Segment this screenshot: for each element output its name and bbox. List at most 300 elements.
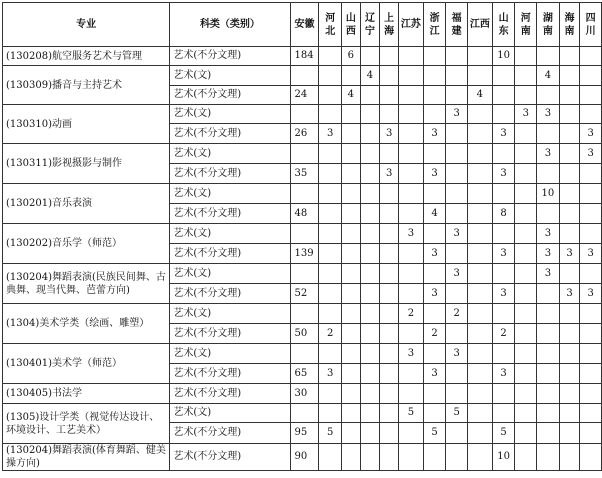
header-anhui: 安徽 xyxy=(290,3,319,47)
major-cell: (130401)美术学（师范） xyxy=(3,344,170,384)
province-count-cell xyxy=(341,364,360,384)
anhui-count-cell xyxy=(290,66,319,86)
province-count-cell xyxy=(380,264,399,284)
province-count-cell: 3 xyxy=(492,244,515,264)
province-count-cell: 3 xyxy=(580,244,602,264)
province-count-cell: 4 xyxy=(341,86,360,105)
province-count-cell: 2 xyxy=(398,304,423,324)
category-cell: 艺术(文) xyxy=(170,404,290,423)
category-cell: 艺术(不分文理) xyxy=(170,86,290,105)
province-count-cell xyxy=(319,144,342,164)
province-count-cell xyxy=(467,423,492,444)
province-count-cell xyxy=(380,324,399,344)
province-count-cell xyxy=(492,184,515,204)
province-count-cell xyxy=(492,86,515,105)
category-cell: 艺术(文) xyxy=(170,105,290,124)
province-count-cell xyxy=(360,164,380,184)
province-count-cell xyxy=(467,66,492,86)
province-count-cell xyxy=(580,47,602,66)
province-count-cell: 3 xyxy=(398,224,423,244)
province-count-cell xyxy=(398,144,423,164)
province-count-cell xyxy=(341,384,360,404)
province-count-cell xyxy=(492,66,515,86)
province-count-cell: 5 xyxy=(319,423,342,444)
province-count-cell xyxy=(398,423,423,444)
province-count-cell xyxy=(537,304,560,324)
province-count-cell: 3 xyxy=(446,344,468,364)
province-count-cell xyxy=(319,404,342,423)
province-count-cell: 8 xyxy=(492,204,515,224)
province-count-cell xyxy=(559,224,580,244)
province-count-cell xyxy=(398,204,423,224)
province-count-cell xyxy=(515,66,537,86)
anhui-count-cell: 35 xyxy=(290,164,319,184)
province-count-cell: 4 xyxy=(423,204,446,224)
province-count-cell xyxy=(398,384,423,404)
province-count-cell xyxy=(537,404,560,423)
province-count-cell xyxy=(446,164,468,184)
province-count-cell xyxy=(580,105,602,124)
province-count-cell xyxy=(341,423,360,444)
province-count-cell xyxy=(467,304,492,324)
province-count-cell xyxy=(492,304,515,324)
province-count-cell xyxy=(580,66,602,86)
header-province-jiangxi: 江西 xyxy=(467,3,492,47)
anhui-count-cell: 95 xyxy=(290,423,319,444)
province-count-cell xyxy=(446,324,468,344)
province-count-cell xyxy=(467,264,492,284)
province-count-cell: 3 xyxy=(319,364,342,384)
province-count-cell xyxy=(423,384,446,404)
province-count-cell xyxy=(467,144,492,164)
province-count-cell xyxy=(380,364,399,384)
header-province-shanghai xyxy=(380,3,399,47)
province-count-cell xyxy=(398,86,423,105)
province-count-cell xyxy=(467,284,492,304)
province-count-cell: 3 xyxy=(423,284,446,304)
major-cell: (1305)设计学类（视觉传达设计、环境设计、工艺美术） xyxy=(3,404,170,444)
province-count-cell xyxy=(559,105,580,124)
province-count-cell xyxy=(360,105,380,124)
province-count-cell xyxy=(492,224,515,244)
province-count-cell xyxy=(398,324,423,344)
major-cell: (130311)影视摄影与制作 xyxy=(3,144,170,184)
province-count-cell xyxy=(467,184,492,204)
province-count-cell: 3 xyxy=(515,105,537,124)
header-province-henan xyxy=(515,3,537,47)
province-count-cell: 6 xyxy=(341,47,360,66)
category-cell: 艺术(不分文理) xyxy=(170,384,290,404)
province-count-cell xyxy=(423,66,446,86)
province-count-cell xyxy=(319,264,342,284)
province-count-cell xyxy=(360,244,380,264)
province-count-cell xyxy=(423,304,446,324)
province-count-cell xyxy=(380,444,399,471)
province-count-cell xyxy=(319,344,342,364)
anhui-count-cell: 184 xyxy=(290,47,319,66)
anhui-count-cell xyxy=(290,144,319,164)
province-count-cell xyxy=(446,444,468,471)
province-count-cell xyxy=(580,444,602,471)
table-row xyxy=(3,264,602,284)
province-count-cell xyxy=(580,264,602,284)
province-count-cell xyxy=(515,184,537,204)
province-count-cell xyxy=(423,404,446,423)
province-count-cell xyxy=(580,423,602,444)
table-row xyxy=(3,304,602,324)
province-count-cell: 3 xyxy=(580,124,602,144)
province-count-cell: 2 xyxy=(319,324,342,344)
province-count-cell xyxy=(380,384,399,404)
province-label: 浙 江 xyxy=(429,12,440,37)
province-count-cell xyxy=(319,384,342,404)
province-label: 山 西 xyxy=(345,12,356,37)
province-count-cell xyxy=(423,444,446,471)
province-count-cell xyxy=(341,244,360,264)
province-count-cell xyxy=(341,66,360,86)
anhui-count-cell xyxy=(290,404,319,423)
province-count-cell xyxy=(341,184,360,204)
province-count-cell: 3 xyxy=(537,224,560,244)
province-count-cell xyxy=(380,224,399,244)
province-count-cell xyxy=(446,284,468,304)
header-province-shandong xyxy=(492,3,515,47)
anhui-count-cell: 30 xyxy=(290,384,319,404)
province-count-cell xyxy=(360,444,380,471)
province-count-cell xyxy=(319,204,342,224)
province-count-cell xyxy=(360,284,380,304)
header-province-hunan xyxy=(537,3,560,47)
category-cell: 艺术(不分文理) xyxy=(170,284,290,304)
province-count-cell xyxy=(537,364,560,384)
province-count-cell xyxy=(341,304,360,324)
province-label: 湖 南 xyxy=(542,12,553,37)
province-count-cell: 3 xyxy=(492,284,515,304)
province-count-cell: 3 xyxy=(423,244,446,264)
province-count-cell xyxy=(537,47,560,66)
province-count-cell xyxy=(580,404,602,423)
province-count-cell xyxy=(360,184,380,204)
category-cell: 艺术(文) xyxy=(170,144,290,164)
province-count-cell xyxy=(467,384,492,404)
province-count-cell xyxy=(537,204,560,224)
province-count-cell: 3 xyxy=(380,164,399,184)
major-cell: (130204)舞蹈表演(体育舞蹈、健美操方向) xyxy=(3,444,170,471)
province-count-cell xyxy=(380,86,399,105)
province-count-cell xyxy=(537,444,560,471)
province-count-cell xyxy=(515,86,537,105)
province-label: 福 建 xyxy=(451,12,462,37)
province-count-cell: 2 xyxy=(423,324,446,344)
province-count-cell: 3 xyxy=(446,105,468,124)
header-province-shanxi xyxy=(341,3,360,47)
province-count-cell xyxy=(559,86,580,105)
province-count-cell xyxy=(360,404,380,423)
table-body xyxy=(3,47,602,471)
province-count-cell xyxy=(467,164,492,184)
province-label: 海 南 xyxy=(564,12,575,37)
category-cell: 艺术(不分文理) xyxy=(170,423,290,444)
province-count-cell xyxy=(515,204,537,224)
province-count-cell xyxy=(515,144,537,164)
province-label: 山 东 xyxy=(498,12,509,37)
province-count-cell xyxy=(360,124,380,144)
province-count-cell: 3 xyxy=(537,144,560,164)
province-count-cell: 4 xyxy=(537,66,560,86)
province-count-cell xyxy=(380,404,399,423)
province-count-cell xyxy=(467,444,492,471)
province-count-cell xyxy=(360,86,380,105)
province-count-cell xyxy=(492,384,515,404)
category-cell: 艺术(不分文理) xyxy=(170,324,290,344)
province-count-cell: 5 xyxy=(423,423,446,444)
province-count-cell xyxy=(360,324,380,344)
province-count-cell xyxy=(467,105,492,124)
header-major: 专业 xyxy=(3,3,170,47)
province-count-cell xyxy=(446,47,468,66)
header-province-liaoning xyxy=(360,3,380,47)
table-row xyxy=(3,384,602,404)
province-count-cell xyxy=(423,224,446,244)
province-count-cell: 3 xyxy=(537,264,560,284)
major-cell: (130405)书法学 xyxy=(3,384,170,404)
header-province-fujian xyxy=(446,3,468,47)
province-count-cell xyxy=(537,164,560,184)
category-cell: 艺术(不分文理) xyxy=(170,364,290,384)
province-count-cell: 3 xyxy=(398,344,423,364)
province-count-cell xyxy=(398,164,423,184)
anhui-count-cell xyxy=(290,264,319,284)
major-cell: (130309)播音与主持艺术 xyxy=(3,66,170,105)
province-count-cell: 10 xyxy=(492,47,515,66)
province-count-cell xyxy=(559,164,580,184)
province-count-cell xyxy=(515,284,537,304)
province-count-cell xyxy=(467,364,492,384)
province-count-cell xyxy=(423,105,446,124)
anhui-count-cell: 139 xyxy=(290,244,319,264)
province-count-cell xyxy=(446,184,468,204)
province-count-cell xyxy=(537,423,560,444)
province-count-cell xyxy=(398,284,423,304)
province-count-cell xyxy=(515,364,537,384)
province-count-cell xyxy=(360,423,380,444)
province-count-cell: 5 xyxy=(398,404,423,423)
category-cell: 艺术(文) xyxy=(170,344,290,364)
enrollment-plan-table xyxy=(2,2,602,471)
province-count-cell xyxy=(360,144,380,164)
province-count-cell xyxy=(319,86,342,105)
major-cell: (130310)动画 xyxy=(3,105,170,144)
anhui-count-cell xyxy=(290,224,319,244)
province-count-cell: 3 xyxy=(580,284,602,304)
province-count-cell xyxy=(559,423,580,444)
province-count-cell xyxy=(398,364,423,384)
table-row xyxy=(3,444,602,471)
province-count-cell xyxy=(319,184,342,204)
province-label: 河 南 xyxy=(520,12,531,37)
province-label: 河 北 xyxy=(325,12,336,37)
province-count-cell xyxy=(559,47,580,66)
category-cell: 艺术(不分文理) xyxy=(170,164,290,184)
anhui-count-cell: 48 xyxy=(290,204,319,224)
province-count-cell xyxy=(380,105,399,124)
province-count-cell xyxy=(423,264,446,284)
province-count-cell xyxy=(559,344,580,364)
province-count-cell xyxy=(319,105,342,124)
province-count-cell xyxy=(380,66,399,86)
province-count-cell xyxy=(559,66,580,86)
province-count-cell xyxy=(398,244,423,264)
province-count-cell xyxy=(580,224,602,244)
province-count-cell xyxy=(580,86,602,105)
province-count-cell: 3 xyxy=(537,244,560,264)
province-count-cell xyxy=(423,86,446,105)
province-count-cell xyxy=(398,444,423,471)
province-count-cell xyxy=(515,444,537,471)
province-count-cell xyxy=(515,344,537,364)
province-count-cell xyxy=(559,384,580,404)
province-count-cell xyxy=(423,184,446,204)
province-count-cell xyxy=(559,124,580,144)
province-count-cell xyxy=(341,164,360,184)
province-count-cell xyxy=(515,304,537,324)
province-count-cell xyxy=(492,264,515,284)
anhui-count-cell: 24 xyxy=(290,86,319,105)
province-count-cell xyxy=(380,344,399,364)
province-count-cell xyxy=(467,244,492,264)
province-count-cell xyxy=(380,284,399,304)
province-count-cell xyxy=(446,244,468,264)
province-count-cell xyxy=(360,224,380,244)
province-count-cell xyxy=(398,124,423,144)
province-count-cell xyxy=(398,184,423,204)
province-count-cell xyxy=(446,124,468,144)
province-count-cell xyxy=(446,423,468,444)
province-count-cell xyxy=(319,164,342,184)
province-count-cell xyxy=(580,384,602,404)
category-cell: 艺术(不分文理) xyxy=(170,204,290,224)
province-count-cell xyxy=(319,244,342,264)
province-count-cell xyxy=(360,264,380,284)
category-cell: 艺术(文) xyxy=(170,224,290,244)
province-count-cell xyxy=(341,224,360,244)
province-count-cell: 3 xyxy=(537,105,560,124)
province-count-cell xyxy=(580,164,602,184)
province-count-cell xyxy=(341,324,360,344)
province-count-cell xyxy=(360,47,380,66)
province-count-cell xyxy=(341,284,360,304)
province-count-cell xyxy=(515,264,537,284)
table-row xyxy=(3,47,602,66)
province-count-cell xyxy=(492,404,515,423)
province-count-cell: 5 xyxy=(446,404,468,423)
header-category: 科类（类别） xyxy=(170,3,290,47)
category-cell: 艺术(不分文理) xyxy=(170,244,290,264)
province-count-cell: 3 xyxy=(559,284,580,304)
province-count-cell xyxy=(380,423,399,444)
province-count-cell: 2 xyxy=(492,324,515,344)
province-count-cell xyxy=(341,144,360,164)
province-count-cell: 3 xyxy=(492,364,515,384)
province-count-cell xyxy=(360,304,380,324)
province-count-cell xyxy=(580,344,602,364)
province-count-cell xyxy=(319,304,342,324)
province-count-cell xyxy=(360,204,380,224)
anhui-count-cell xyxy=(290,105,319,124)
province-count-cell xyxy=(398,66,423,86)
header-province-zhejiang xyxy=(423,3,446,47)
province-count-cell: 3 xyxy=(492,164,515,184)
province-count-cell xyxy=(467,344,492,364)
category-cell: 艺术(不分文理) xyxy=(170,444,290,471)
major-cell: (130201)音乐表演 xyxy=(3,184,170,224)
province-count-cell xyxy=(515,324,537,344)
table-row xyxy=(3,144,602,164)
province-count-cell xyxy=(537,324,560,344)
province-count-cell xyxy=(360,384,380,404)
anhui-count-cell: 52 xyxy=(290,284,319,304)
province-count-cell xyxy=(515,244,537,264)
province-count-cell xyxy=(341,124,360,144)
province-count-cell xyxy=(559,404,580,423)
province-count-cell: 3 xyxy=(559,244,580,264)
province-count-cell xyxy=(341,344,360,364)
province-label: 上 海 xyxy=(384,12,395,37)
header-province-sichuan xyxy=(580,3,602,47)
province-count-cell xyxy=(423,344,446,364)
province-count-cell xyxy=(580,364,602,384)
anhui-count-cell: 90 xyxy=(290,444,319,471)
province-count-cell xyxy=(559,364,580,384)
province-count-cell xyxy=(537,284,560,304)
major-cell: (130204)舞蹈表演(民族民间舞、古典舞、现当代舞、芭蕾方向) xyxy=(3,264,170,304)
province-count-cell: 3 xyxy=(423,124,446,144)
province-count-cell: 2 xyxy=(446,304,468,324)
province-count-cell xyxy=(398,47,423,66)
anhui-count-cell: 65 xyxy=(290,364,319,384)
province-count-cell xyxy=(360,344,380,364)
major-cell: (130208)航空服务艺术与管理 xyxy=(3,47,170,66)
province-count-cell xyxy=(559,444,580,471)
province-count-cell xyxy=(580,304,602,324)
province-count-cell xyxy=(467,324,492,344)
province-count-cell xyxy=(559,204,580,224)
province-count-cell xyxy=(580,324,602,344)
province-count-cell xyxy=(580,184,602,204)
province-count-cell xyxy=(380,204,399,224)
province-count-cell xyxy=(515,384,537,404)
province-count-cell xyxy=(319,47,342,66)
province-count-cell xyxy=(515,124,537,144)
province-count-cell xyxy=(467,204,492,224)
province-count-cell xyxy=(380,144,399,164)
anhui-count-cell xyxy=(290,344,319,364)
table-row xyxy=(3,404,602,423)
province-count-cell: 4 xyxy=(360,66,380,86)
province-count-cell xyxy=(515,404,537,423)
province-count-cell: 3 xyxy=(380,124,399,144)
province-count-cell: 10 xyxy=(492,444,515,471)
province-count-cell xyxy=(341,204,360,224)
province-count-cell xyxy=(341,264,360,284)
major-cell: (1304)美术学类（绘画、雕塑） xyxy=(3,304,170,344)
province-count-cell xyxy=(515,164,537,184)
province-count-cell xyxy=(467,404,492,423)
province-count-cell xyxy=(319,284,342,304)
header-province-hebei xyxy=(319,3,342,47)
province-count-cell xyxy=(446,204,468,224)
province-count-cell xyxy=(467,224,492,244)
